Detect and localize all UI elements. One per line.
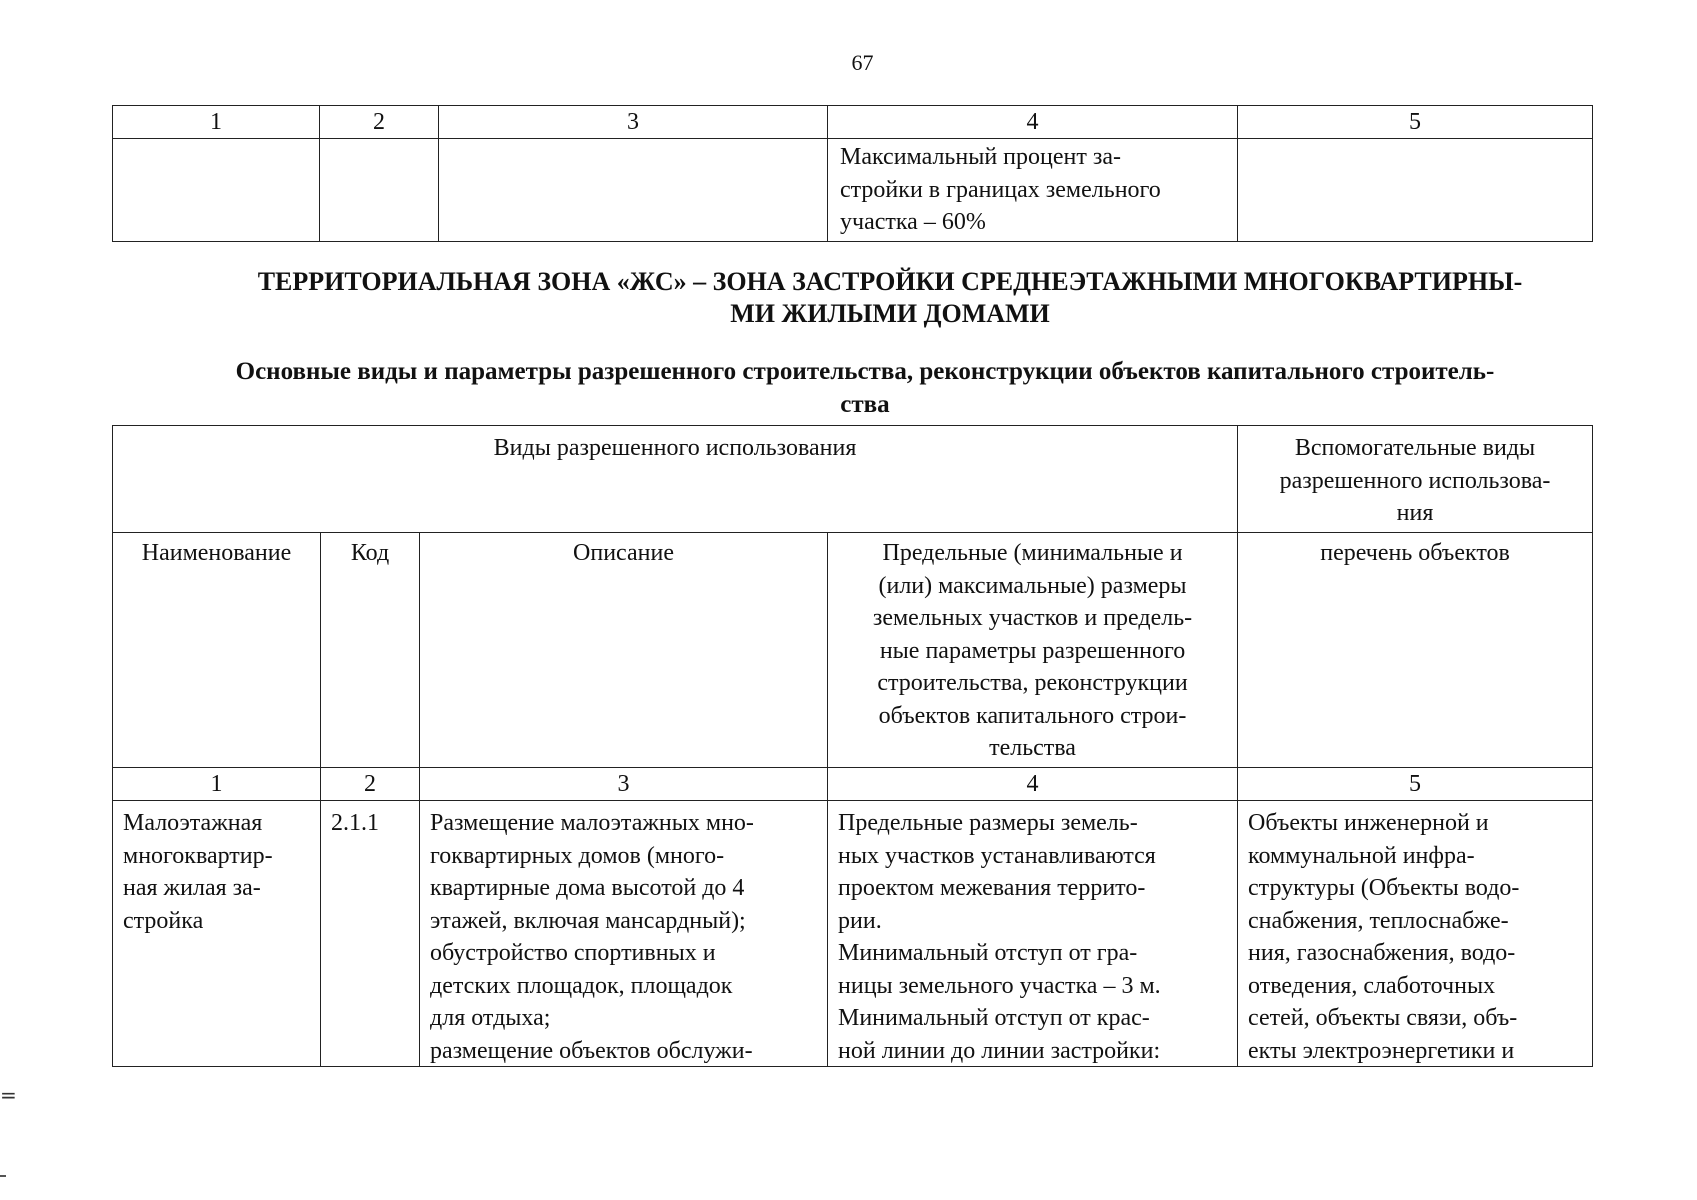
use-parameters-cell (828, 801, 1238, 1067)
column-number: 4 (828, 768, 1238, 801)
empty-cell (113, 139, 320, 242)
column-number-row (113, 106, 1593, 139)
zone-title-line: МИ ЖИЛЫМИ ДОМАМИ (730, 299, 1050, 328)
column-number: 5 (1238, 768, 1593, 801)
empty-cell (320, 139, 439, 242)
section-subtitle-line: Основные виды и параметры разрешенного строительства, реконструкции объектов капитального строитель- (235, 358, 1495, 385)
section-subtitle-line: ства (840, 391, 890, 418)
empty-cell (1238, 139, 1593, 242)
col-header-name: Наименование (113, 533, 321, 768)
parameters-text: Максимальный процент за- стройки в границах земельного участка – 60% (840, 144, 1161, 235)
page-number: 67 (851, 50, 874, 75)
use-code-cell (321, 801, 420, 1067)
column-number: 5 (1238, 106, 1593, 139)
zone-title-line: ТЕРРИТОРИАЛЬНАЯ ЗОНА «ЖС» – ЗОНА ЗАСТРОЙКИ СРЕДНЕЭТАЖНЫМИ МНОГОКВАРТИРНЫ- (257, 267, 1523, 296)
column-number: 3 (420, 768, 828, 801)
use-description-cell (420, 801, 828, 1067)
permitted-use-table (112, 425, 1593, 1067)
column-number: 1 (113, 106, 320, 139)
empty-cell (439, 139, 828, 242)
group-header-main: Виды разрешенного использования (113, 426, 1238, 533)
col-header-parameters: Предельные (минимальные и (или) максимальные) размеры земельных участков и предель- ные параметры разрешенного строительства, реконструкции объектов капитального строи- тельства (828, 533, 1238, 768)
aux-objects-cell (1238, 801, 1593, 1067)
col-header-description: Описание (420, 533, 828, 768)
section-subtitle (130, 355, 1600, 421)
group-header-row (113, 426, 1593, 533)
col-header-objects: перечень объектов (1238, 533, 1593, 768)
column-number-row (113, 768, 1593, 801)
use-description: Размещение малоэтажных мно- гоквартирных домов (много- квартирные дома высотой до 4 этажей, включая мансардный); обустройство спортивных и детских площадок, площадок для отдыха; размещение объектов обслужи- (430, 810, 754, 1064)
table-row (113, 139, 1593, 242)
col-header-code: Код (321, 533, 420, 768)
continuation-table (112, 105, 1593, 242)
column-number: 1 (113, 768, 321, 801)
use-name: Малоэтажная многоквартир- ная жилая за- стройка (123, 810, 273, 934)
column-number: 3 (439, 106, 828, 139)
use-parameters: Предельные размеры земель- ных участков устанавливаются проектом межевания террито- рии. Минимальный отступ от гра- ницы земельного участка – 3 м. Минимальный отступ от крас- ной линии до линии застройки: (838, 810, 1161, 1064)
column-number: 2 (321, 768, 420, 801)
column-number: 4 (828, 106, 1238, 139)
use-name-cell (113, 801, 321, 1067)
table-row (113, 801, 1593, 1067)
parameters-cell (828, 139, 1238, 242)
column-number: 2 (320, 106, 439, 139)
scan-edge-dot (0, 1175, 6, 1177)
zone-title (180, 266, 1600, 330)
group-header-aux: Вспомогательные виды разрешенного использова- ния (1238, 426, 1593, 533)
scan-edge-mark: = (0, 1083, 17, 1107)
aux-objects: Объекты инженерной и коммунальной инфра- структуры (Объекты водо- снабжения, теплоснабже- ния, газоснабжения, водо- отведения, слаботочных сетей, объекты связи, объ- екты электроэнергетики и (1248, 810, 1520, 1064)
use-code: 2.1.1 (331, 810, 379, 836)
column-header-row (113, 533, 1593, 768)
